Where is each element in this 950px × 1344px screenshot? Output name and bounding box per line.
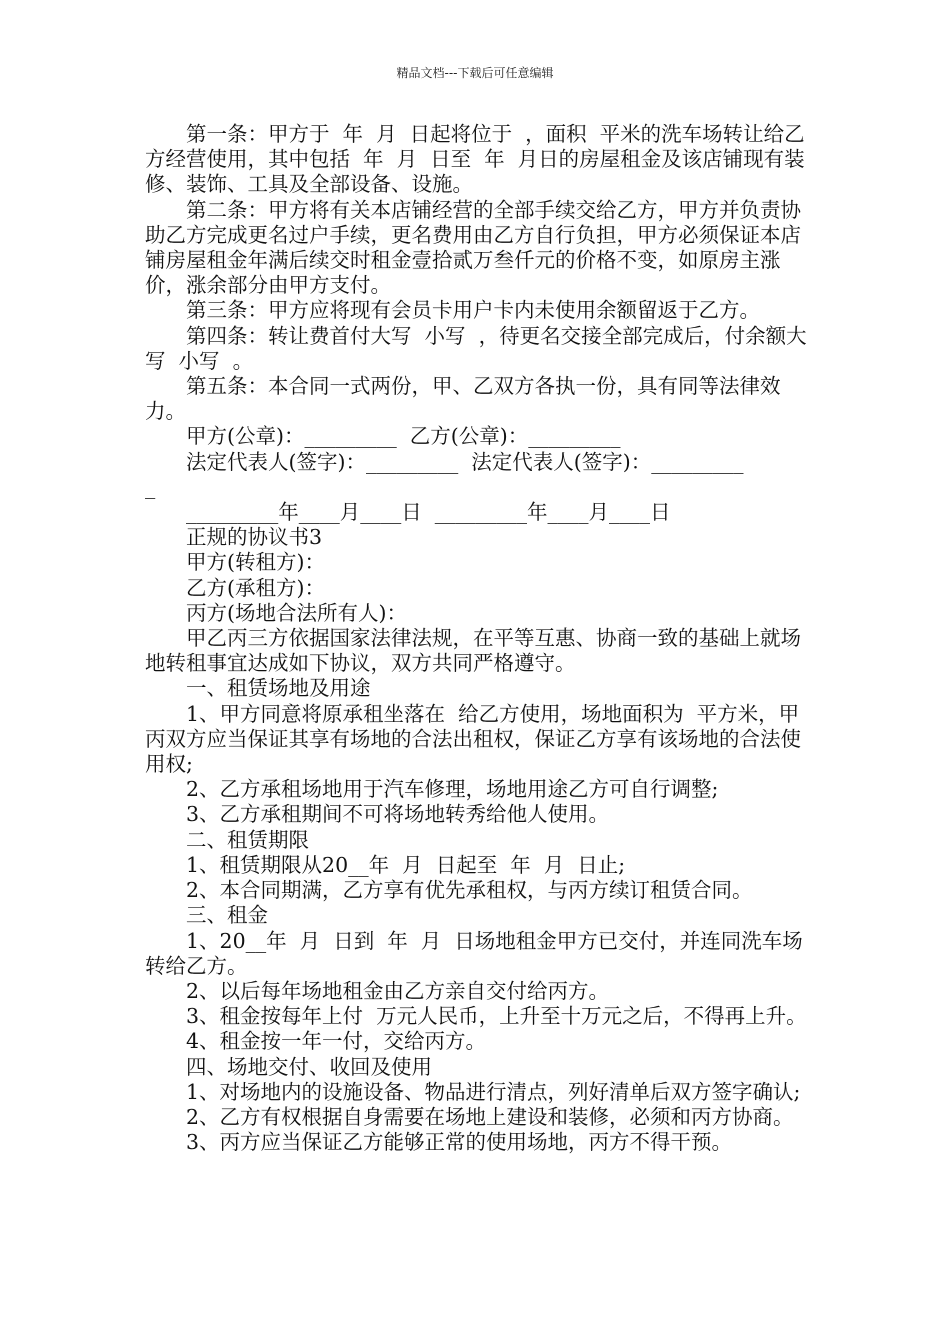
party-c: 丙方(场地合法所有人)： [186,600,407,625]
page-header: 精品文档---下载后可任意编辑 [396,66,554,80]
party-a: 甲方(转租方)： [186,550,325,575]
underscore-fragment: _ [145,474,156,499]
signature-line: 法定代表人(签字)：_________ 法定代表人(签字)：_________ [186,449,744,474]
clause-3: 第三条：甲方应将现有会员卡用户卡内未使用余额留返于乙方。 [186,298,760,323]
agreement-title: 正规的协议书3 [186,525,323,550]
clause-2: 第二条：甲方将有关本店铺经营的全部手续交给乙方，甲方并负责协助乙方完成更名过户手续，更名费用由乙方自行负担，甲方必须保证本店铺房屋租金年满后续交时租金壹拾贰万叁仟元的价格不变，如原房主涨价，涨余部分由甲方支付。 [145,197,801,298]
document-body [145,122,815,1155]
clause-5: 第五条：本合同一式两份，甲、乙双方各执一份，具有同等法律效力。 [145,374,781,424]
seal-line: 甲方(公章)：_________ 乙方(公章)：_________ [186,424,621,449]
item-3-4: 4、租金按一年一付，交给丙方。 [186,1029,487,1054]
clause-4: 第四条：转让费首付大写 小写 ，待更名交接全部完成后，付余额大写 小写 。 [145,323,807,373]
section-heading-1: 一、租赁场地及用途 [186,676,371,701]
item-3-1: 1、20__年 月 日到 年 月 日场地租金甲方已交付，并连同洗车场转给乙方。 [145,928,803,978]
item-1-1: 1、甲方同意将原承租坐落在 给乙方使用，场地面积为 平方米，甲丙双方应当保证其享有场地的合法出租权，保证乙方享有该场地的合法使用权; [145,701,801,777]
item-4-2: 2、乙方有权根据自身需要在场地上建设和装修，必须和丙方协商。 [186,1104,794,1129]
item-2-2: 2、本合同期满，乙方享有优先承租权，与丙方续订租赁合同。 [186,878,753,903]
section-heading-2: 二、租赁期限 [186,827,309,852]
item-3-2: 2、以后每年场地租金由乙方亲自交付给丙方。 [186,978,610,1003]
item-4-3: 3、丙方应当保证乙方能够正常的使用场地，丙方不得干预。 [186,1130,733,1155]
item-4-1: 1、对场地内的设施设备、物品进行清点，列好清单后双方签字确认; [186,1079,801,1104]
item-1-3: 3、乙方承租期间不可将场地转秀给他人使用。 [186,802,610,827]
item-1-2: 2、乙方承租场地用于汽车修理，场地用途乙方可自行调整; [186,777,719,802]
party-b: 乙方(承租方)： [186,575,325,600]
section-heading-3: 三、租金 [186,903,268,928]
preamble: 甲乙丙三方依据国家法律法规，在平等互惠、协商一致的基础上就场地转租事宜达成如下协议，双方共同严格遵守。 [145,626,801,676]
item-3-3: 3、租金按每年上付 万元人民币，上升至十万元之后，不得再上升。 [186,1004,807,1029]
section-heading-4: 四、场地交付、收回及使用 [186,1054,432,1079]
date-line: _________年____月____日 _________年____月____日 [186,500,671,525]
item-2-1: 1、租赁期限从20__年 月 日起至 年 月 日止; [186,852,626,877]
clause-1: 第一条：甲方于 年 月 日起将位于 ，面积 平米的洗车场转让给乙方经营使用，其中包括 年 月 日至 年 月日的房屋租金及该店铺现有装修、装饰、工具及全部设备、设施。 [145,122,805,197]
